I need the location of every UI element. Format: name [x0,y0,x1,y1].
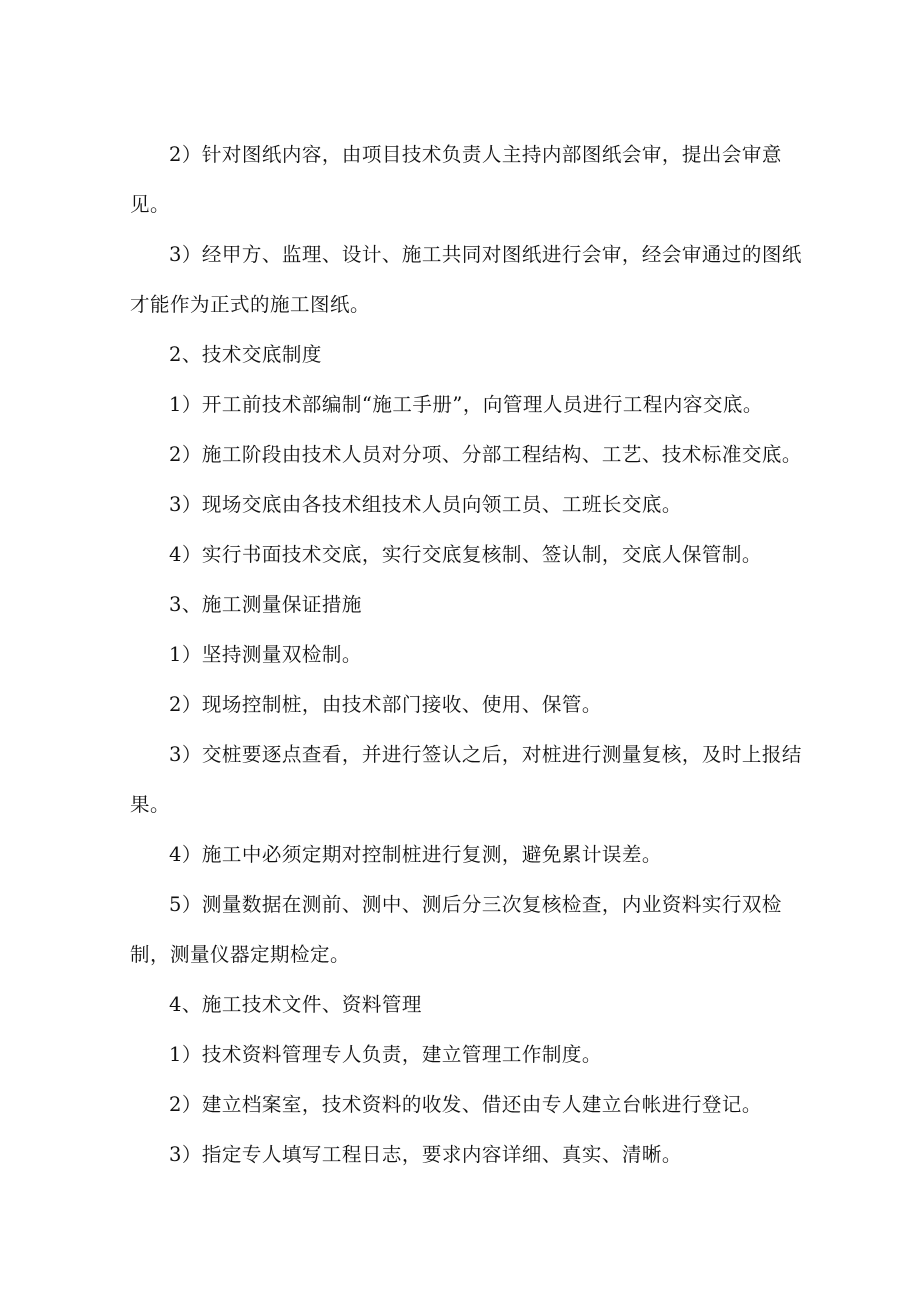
section-heading-2: 2、技术交底制度 [169,343,322,366]
section-heading-4: 4、施工技术文件、资料管理 [169,993,422,1016]
paragraph-1: 2）针对图纸内容，由项目技术负责人主持内部图纸会审，提出会审意见。 [130,143,782,216]
paragraph-13: 5）测量数据在测前、测中、测后分三次复核检查，内业资料实行双检制，测量仪器定期检定。 [130,893,782,966]
paragraph-5: 2）施工阶段由技术人员对分项、分部工程结构、工艺、技术标准交底。 [169,443,802,466]
paragraph-11: 3）交桩要逐点查看，并进行签认之后，对桩进行测量复核，及时上报结果。 [130,743,802,816]
section-heading-3: 3、施工测量保证措施 [169,593,362,616]
paragraph-12: 4）施工中必须定期对控制桩进行复测，避免累计误差。 [169,843,662,866]
paragraph-16: 2）建立档案室，技术资料的收发、借还由专人建立台帐进行登记。 [169,1093,762,1116]
paragraph-6: 3）现场交底由各技术组技术人员向领工员、工班长交底。 [169,493,682,516]
paragraph-7: 4）实行书面技术交底，实行交底复核制、签认制，交底人保管制。 [169,543,762,566]
paragraph-9: 1）坚持测量双检制。 [169,643,362,666]
document-body [130,130,820,1180]
paragraph-15: 1）技术资料管理专人负责，建立管理工作制度。 [169,1043,602,1066]
paragraph-4: 1）开工前技术部编制“施工手册”，向管理人员进行工程内容交底。 [169,393,763,416]
paragraph-10: 2）现场控制桩，由技术部门接收、使用、保管。 [169,693,602,716]
paragraph-17: 3）指定专人填写工程日志，要求内容详细、真实、清晰。 [169,1143,682,1166]
paragraph-2: 3）经甲方、监理、设计、施工共同对图纸进行会审，经会审通过的图纸才能作为正式的施工图纸。 [130,243,802,316]
